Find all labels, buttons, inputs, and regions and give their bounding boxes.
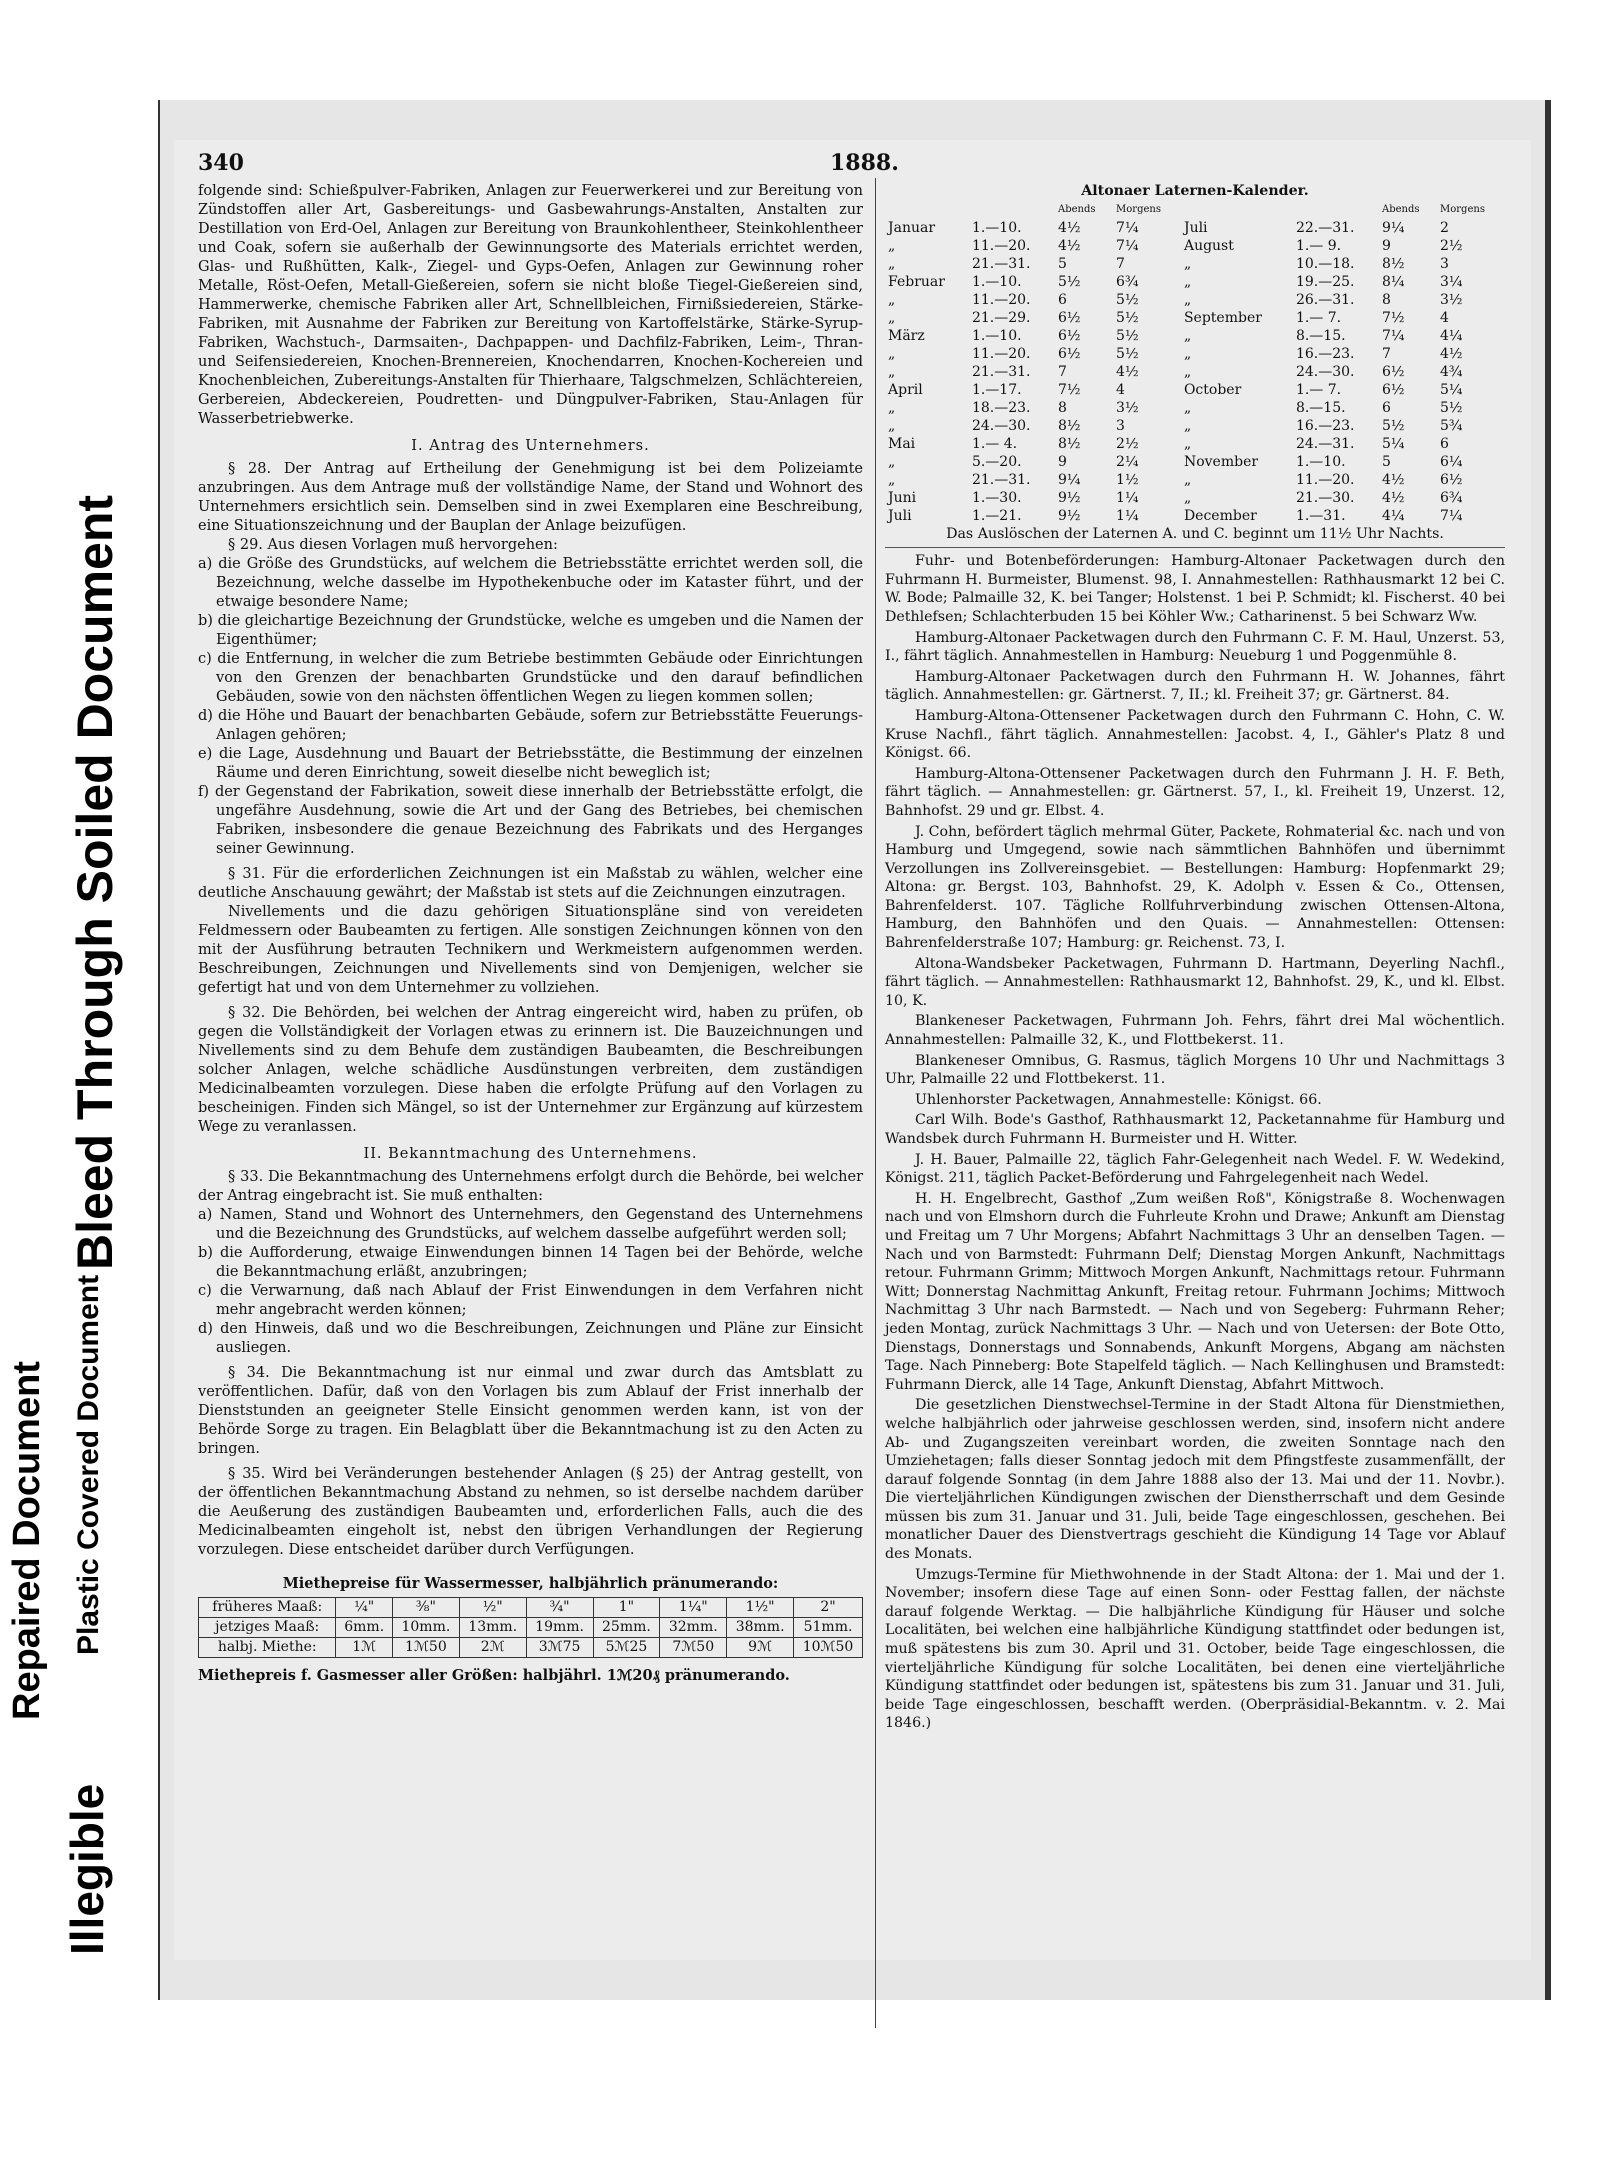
list-item: d) den Hinweis, daß und wo die Beschreibungen, Zeichnungen und Pläne zur Einsicht ausliegen. (198, 1321, 863, 1356)
calendar-cell: 4¼ (1440, 327, 1463, 344)
calendar-cell: 5½ (1440, 399, 1463, 416)
calendar-row (885, 471, 1505, 489)
meter-cell: ¾" (526, 1598, 593, 1618)
meter-cell: 51mm. (794, 1618, 863, 1638)
calendar-cell: „ (888, 291, 896, 308)
stamp-plastic: Plastic Covered Document (72, 1274, 105, 1655)
calendar-cell: „ (888, 453, 896, 470)
calendar-row (885, 237, 1505, 255)
calendar-cell: „ (1183, 417, 1192, 434)
paragraph-28: § 28. Der Antrag auf Ertheilung der Genehmigung ist bei dem Polizeiamte anzubringen. Aus dem Antrage muß der vollständige Name, der Stand und Wohnort des Unternehmers ersichtlich sein. Demselben sind in zwei Exemplaren eine Beschreibung, eine Situationszeichnung und der Bauplan der Anlage beizufügen. (198, 461, 863, 534)
meter-cell: ½" (459, 1598, 526, 1618)
calendar-cell: 18.—23. (971, 399, 1031, 416)
meter-cell: 25mm. (593, 1618, 660, 1638)
column-divider (875, 178, 876, 2028)
calendar-cell: 22.—31. (1295, 219, 1355, 236)
notice-paragraph: J. H. Bauer, Palmaille 22, täglich Fahr-Gelegenheit nach Wedel. F. W. Wedekind, Königst. 211, täglich Packet-Beförderung und Fahrgelegenheit nach Wedel. (885, 1151, 1505, 1187)
calendar-cell: 6½ (1058, 309, 1081, 326)
list-item: b) die Aufforderung, etwaige Einwendungen binnen 14 Tagen bei der Behörde, welche die Bekanntmachung erläßt, anzubringen; (198, 1245, 863, 1280)
calendar-cell: 21.—29. (971, 309, 1031, 326)
calendar-row (885, 435, 1505, 453)
calendar-cell: 3¼ (1440, 273, 1463, 290)
calendar-cell: 3 (1440, 255, 1449, 272)
stamp-bleed-through: Bleed Through Soiled Document (67, 494, 123, 1270)
calendar-row (885, 255, 1505, 273)
meter-cell: 1" (593, 1598, 660, 1618)
list-item: a) die Größe des Grundstücks, auf welchem die Betriebsstätte errichtet werden soll, die Bezeichnung, welche dasselbe im Hypothekenbuche oder im Kataster führt, und der etwaige besondere Name; (198, 556, 863, 610)
meter-row (199, 1598, 863, 1618)
intro-paragraph: folgende sind: Schießpulver-Fabriken, Anlagen zur Feuerwerkerei und zur Bereitung von Zündstoffen aller Art, Gasbereitungs- und Gasbewahrungs-Anstalten, Anstalten zur Destillation von Erd-Oel, Anlagen zur Bereitung von Braunkohlentheer, Steinkohlentheer und Coak, sofern sie außerhalb der Gewinnungsorte des Materials errichtet werden, Glas- und Rußhütten, Kalk-, Ziegel- und Gyps-Oefen, Anlagen zur Gewinnung roher Metalle, Röst-Oefen, Metall-Gießereien, sofern sie nicht bloße Tiegel-Gießereien sind, Hammerwerke, chemische Fabriken aller Art, Schnellbleichen, Firnißsiedereien, Stärke-Fabriken, mit Ausnahme der Fabriken zur Bereitung von Kartoffelstärke, Stärke-Syrup-Fabriken, Wachstuch-, Darmsaiten-, Dachpappen- und Dachfilz-Fabriken, Leim-, Thran- und Seifensiedereien, Knochen-Brennereien, Knochendarren, Knochen-Kochereien und Knochenbleichen, Zubereitungs-Anstalten für Thierhaare, Talgschmelzen, Schlächtereien, Gerbereien, Abdeckereien, Poudretten- und Düngpulver-Fabriken, Stau-Anlagen für Wasserbetriebwerke. (198, 183, 863, 427)
meter-price-table (198, 1597, 863, 1658)
calendar-cell: 1½ (1116, 471, 1139, 488)
calendar-cell: 5½ (1116, 345, 1139, 362)
calendar-cell: 7½ (1058, 381, 1081, 398)
stamp-illegible: Illegible (61, 1783, 113, 1955)
notice-paragraph: Altona-Wandsbeker Packetwagen, Fuhrmann D. Hartmann, Deyerling Nachfl., fährt täglich. — Annahmestellen: Rathhausmarkt 12, Bahnhofst. 29, K., und kl. Elbst. 10, K. (885, 955, 1505, 1009)
calendar-cell: 1.—30. (971, 489, 1022, 506)
meter-cell: 1½" (727, 1598, 794, 1618)
list-item: e) die Lage, Ausdehnung und Bauart der Betriebsstätte, die Bestimmung der einzelnen Räume und deren Einrichtung, soweit dieselbe nicht beweglich ist; (198, 746, 863, 781)
notice-paragraph: Blankeneser Omnibus, G. Rasmus, täglich Morgens 10 Uhr und Nachmittags 3 Uhr, Palmaille 22 und Flottbekerst. 11. (885, 1052, 1505, 1088)
calendar-cell: 11.—20. (971, 291, 1031, 308)
calendar-cell: 6 (1058, 291, 1067, 308)
calendar-cell: Mai (888, 435, 916, 452)
meter-cell: 6mm. (336, 1618, 393, 1638)
meter-cell: 2" (794, 1598, 863, 1618)
calendar-cell: Februar (888, 273, 945, 290)
calendar-cell: 9 (1058, 453, 1067, 470)
paragraph-31b: Nivellements und die dazu gehörigen Situationspläne sind von vereideten Feldmessern oder Baubeamten zu fertigen. Alle sonstigen Zeichnungen können von den mit der Ausführung betrauten Technikern und Werkmeistern aufgenommen werden. Beschreibungen, Zeichnungen und Nivellements sind von Demjenigen, welcher sie gefertigt hat und von dem Unternehmer zu vollziehen. (198, 904, 863, 996)
paragraph-34: § 34. Die Bekanntmachung ist nur einmal und zwar durch das Amtsblatt zu veröffentlichen. Dafür, daß von den Vorlagen bis zum Ablauf der Frist innerhalb der Dienststunden an geeigneter Stelle Einsicht genommen werden kann, ist von der Behörde Sorge zu tragen. Ein Belagblatt über die Bekanntmachung ist zu den Acten zu bringen. (198, 1365, 863, 1457)
calendar-cell: 8 (1058, 399, 1067, 416)
calendar-cell: 4½ (1440, 345, 1463, 362)
calendar-cell: „ (888, 363, 896, 380)
calendar-cell: 16.—23. (1295, 345, 1355, 362)
notice-paragraph: Die gesetzlichen Dienstwechsel-Termine in der Stadt Altona für Dienstmiethen, welche halbjährlich oder jahrweise geschlossen werden, sind, insofern nicht andere Ab- und Zugangszeiten vereinbart worden, die zweiten Sonntage nach den Umziehetagen; falls dieser Sonntag jedoch mit dem Pfingstfeste zusammenfällt, der darauf folgende Sonntag (in dem Jahre 1888 also der 13. Mai und der 11. Novbr.). Die vierteljährlichen Kündigungen zwischen der Dienstherrschaft und dem Gesinde müssen bis zum 31. Januar und 31. Juli, beide Tage eingeschlossen, geschehen. Bei monatlicher Dauer des Dienstvertrags geschieht die Kündigung 14 Tage vor Ablauf des Monats. (885, 1397, 1505, 1563)
stamp-repaired: Repaired Document (6, 1361, 48, 1720)
right-column (885, 182, 1505, 1733)
list-item: c) die Entfernung, in welcher die zum Betriebe bestimmten Gebäude oder Einrichtungen von den Grenzen der benachbarten Grundstücke und den darauf befindlichen Gebäuden, sowie von den nächsten öffentlichen Wegen zu liegen kommen sollen; (198, 651, 863, 705)
calendar-cell: 4½ (1058, 219, 1081, 236)
calendar-cell: 8.—15. (1295, 399, 1346, 416)
calendar-cell: 9½ (1058, 489, 1081, 506)
list-item: d) die Höhe und Bauart der benachbarten Gebäude, sofern zur Betriebsstätte Feuerungs-Anlagen gehören; (198, 708, 863, 743)
meter-cell: halbj. Miethe: (199, 1638, 336, 1658)
calendar-cell: August (1183, 237, 1234, 254)
calendar-cell: 21.—30. (1295, 489, 1355, 506)
calendar-cell: 11.—20. (971, 237, 1031, 254)
notice-paragraph: Uhlenhorster Packetwagen, Annahmestelle: Königst. 66. (915, 1091, 1322, 1108)
calendar-cell: März (888, 327, 925, 344)
list-item: a) Namen, Stand und Wohnort des Unternehmers, den Gegenstand des Unternehmens und die Bezeichnung des Grundstücks, auf welchem dasselbe aufgeführt werden soll; (198, 1207, 863, 1242)
calendar-cell: 16.—23. (1295, 417, 1355, 434)
meter-cell: 2ℳ (459, 1638, 526, 1658)
calendar-cell: „ (1183, 291, 1192, 308)
paragraph-33: § 33. Die Bekanntmachung des Unternehmens erfolgt durch die Behörde, bei welcher der Antrag eingebracht ist. Sie muß enthalten: (198, 1169, 863, 1204)
col-evening: Abends (1381, 203, 1420, 215)
calendar-row (885, 381, 1505, 399)
calendar-cell: 5 (1381, 453, 1391, 470)
calendar-cell: 6¾ (1440, 489, 1463, 506)
calendar-cell: September (1183, 309, 1262, 326)
calendar-cell: „ (1183, 273, 1192, 290)
calendar-cell: 4¾ (1440, 363, 1463, 380)
meter-cell: 38mm. (727, 1618, 794, 1638)
meter-row (199, 1638, 863, 1658)
calendar-cell: „ (888, 309, 896, 326)
meter-cell: 1¼" (660, 1598, 727, 1618)
section-heading-2: II. Bekanntmachung des Unternehmens. (363, 1146, 698, 1162)
calendar-cell: 21.—31. (971, 363, 1031, 380)
calendar-cell: 1.—10. (971, 327, 1022, 344)
calendar-cell: Januar (888, 219, 936, 236)
calendar-row (885, 489, 1505, 507)
calendar-cell: „ (888, 345, 896, 362)
meter-cell: 1ℳ50 (392, 1638, 459, 1658)
calendar-cell: 7 (1058, 363, 1067, 380)
page-number: 340 (198, 150, 244, 176)
calendar-cell: 9¼ (1381, 219, 1405, 236)
calendar-row (885, 507, 1505, 525)
calendar-cell: „ (1183, 435, 1192, 452)
calendar-cell: 3½ (1116, 399, 1139, 416)
calendar-cell: 24.—30. (1295, 363, 1355, 380)
calendar-cell: 1.—17. (971, 381, 1022, 398)
calendar-cell: 21.—31. (971, 255, 1031, 272)
calendar-row (885, 399, 1505, 417)
meter-cell: 19mm. (526, 1618, 593, 1638)
calendar-cell: 21.—31. (971, 471, 1031, 488)
calendar-cell: 5¼ (1440, 381, 1463, 398)
calendar-cell: 5¼ (1381, 435, 1405, 452)
meter-cell: ¼" (336, 1598, 393, 1618)
paragraph-32: § 32. Die Behörden, bei welchen der Antrag eingereicht wird, haben zu prüfen, ob gegen die Vollständigkeit der Vorlagen etwas zu erinnern ist. Die Bauzeichnungen und Nivellements sind zu dem Behufe dem zuständigen Baubeamten, die Beschreibungen solcher Anlagen, welche schädliche Ausdünstungen verbreiten, dem zuständigen Medicinalbeamten vorzulegen. Diese haben die erfolgte Prüfung auf den Vorlagen zu bescheinigen. Finden sich Mängel, so ist der Unternehmer zur Ergänzung auf kürzestem Wege zu veranlassen. (198, 1005, 863, 1135)
calendar-cell: 5½ (1058, 273, 1081, 290)
calendar-cell: 1.— 4. (971, 435, 1018, 452)
calendar-cell: 2¼ (1116, 453, 1139, 470)
meter-cell: 7ℳ50 (660, 1638, 727, 1658)
calendar-cell: 6¼ (1440, 453, 1463, 470)
notice-paragraph: Hamburg-Altonaer Packetwagen durch den Fuhrmann H. W. Johannes, fährt täglich. Annahmestellen: gr. Gärtnerst. 7, II.; kl. Freiheit 37; gr. Gärtnerst. 84. (885, 668, 1505, 704)
calendar-row (885, 345, 1505, 363)
calendar-cell: 7 (1381, 345, 1391, 362)
calendar-row (885, 363, 1505, 381)
calendar-cell: „ (1183, 345, 1192, 362)
page-year: 1888. (830, 150, 899, 176)
calendar-cell: 7¼ (1116, 237, 1139, 254)
calendar-cell: 4 (1440, 309, 1449, 326)
meter-cell: 5ℳ25 (593, 1638, 660, 1658)
notice-paragraph: Carl Wilh. Bode's Gasthof, Rathhausmarkt 12, Packetannahme für Hamburg und Wandsbek durch Fuhrmann H. Burmeister und H. Witter. (885, 1112, 1505, 1147)
calendar-cell: 1.— 7. (1295, 381, 1342, 398)
calendar-cell: „ (888, 255, 896, 272)
calendar-cell: 6 (1381, 399, 1391, 416)
right-paragraphs (885, 552, 1505, 1733)
calendar-title: Altonaer Laternen-Kalender. (1081, 183, 1309, 199)
calendar-cell: November (1183, 453, 1259, 470)
calendar-cell: 6½ (1381, 381, 1405, 398)
calendar-cell: „ (888, 237, 896, 254)
notice-paragraph: Fuhr- und Botenbeförderungen: Hamburg-Altonaer Packetwagen durch den Fuhrmann H. Burmeister, Blumenst. 98, I. Annahmestellen: Rathhausmarkt 12 bei C. W. Bode; Palmaille 32, K. bei Tanger; Holstenst. 1 bei P. Schmidt; kl. Fischerst. 40 bei Dethlefsen; Schlachterbuden 15 bei Köhler Ww.; Catharinenst. 5 bei Schwarz Ww. (885, 553, 1505, 625)
calendar-cell: 4 (1116, 381, 1125, 398)
calendar-cell: 5½ (1381, 417, 1405, 434)
calendar-cell: 8¼ (1381, 273, 1405, 290)
calendar-cell: Juli (1183, 219, 1208, 236)
notice-paragraph: Hamburg-Altona-Ottensener Packetwagen durch den Fuhrmann J. H. F. Beth, fährt täglich. — Annahmestellen: gr. Gärtnerst. 57, I., kl. Freiheit 19, Unzerst. 12, Bahnhofst. 29 und gr. Elbst. 4. (885, 765, 1505, 819)
col-morning: Morgens (1116, 203, 1161, 215)
calendar-cell: 24.—31. (1295, 435, 1355, 452)
calendar-cell: 7¼ (1440, 507, 1463, 524)
calendar-cell: 8½ (1058, 417, 1081, 434)
paragraph-35: § 35. Wird bei Veränderungen bestehender Anlagen (§ 25) der Antrag gestellt, von der öffentlichen Bekanntmachung Abstand zu nehmen, so ist derselbe nachdem darüber die Aeußerung des zuständigen Baubeamten und, erforderlichen Falls, auch die des Medicinalbeamten eingeholt ist, nebst den übrigen Verhandlungen der Regierung vorzulegen. Diese entscheidet darüber durch Verfügungen. (198, 1466, 863, 1558)
calendar-note: Das Auslöschen der Laternen A. und C. beginnt um 11½ Uhr Nachts. (946, 525, 1444, 542)
calendar-cell: 6½ (1381, 363, 1405, 380)
meter-cell: 13mm. (459, 1618, 526, 1638)
col-morning: Morgens (1440, 203, 1485, 215)
meter-cell: jetziges Maaß: (199, 1618, 336, 1638)
calendar-cell: 4¼ (1381, 507, 1405, 524)
meter-cell: 3ℳ75 (526, 1638, 593, 1658)
calendar-row (885, 273, 1505, 291)
list-item: c) die Verwarnung, daß nach Ablauf der Frist Einwendungen in dem Verfahren nicht mehr angebracht werden können; (198, 1283, 863, 1318)
calendar-cell: „ (888, 399, 896, 416)
calendar-cell: 8 (1381, 291, 1391, 308)
meter-title: Miethepreise für Wassermesser, halbjährlich pränumerando: (282, 1575, 779, 1592)
meter-row (199, 1618, 863, 1638)
calendar-cell: 7 (1116, 255, 1125, 272)
calendar-row (885, 327, 1505, 345)
calendar-cell: 1.—10. (1295, 453, 1346, 470)
notice-paragraph: Umzugs-Termine für Miethwohnende in der Stadt Altona: der 1. Mai und der 1. November; insofern diese Tage auf einen Sonn- oder Festtag fallen, der nächste darauf folgende Werktag. — Die halbjährliche Kündigung für Häuser und solche Localitäten, bei welchen eine halbjährliche Kündigung stattfindet oder bedungen ist, muß spätestens bis zum 30. April und 31. October, beide Tage eingeschlossen, die vierteljährliche Kündigung für solche Localitäten, bei denen eine vierteljährliche Kündigung stattfindet oder bedungen ist, spätestens bis zum 31. Januar und 31. Juli, beide Tage eingeschlossen, beschafft werden. (Oberpräsidial-Bekanntm. v. 2. Mai 1846.) (885, 1566, 1505, 1732)
calendar-cell: „ (1183, 471, 1192, 488)
calendar-cell: 2½ (1116, 435, 1139, 452)
calendar-cell: 11.—20. (971, 345, 1031, 362)
calendar-cell: 1.—10. (971, 219, 1022, 236)
calendar-cell: 1.—21. (971, 507, 1022, 524)
calendar-cell: Juli (888, 507, 912, 524)
calendar-cell: October (1183, 381, 1242, 398)
calendar-cell: 24.—30. (971, 417, 1031, 434)
list-item: f) der Gegenstand der Fabrikation, soweit diese innerhalb der Betriebsstätte erfolgt, die ungefähre Ausdehnung, sowie die Art und der Gang des Betriebes, bei chemischen Fabriken, insbesondere die genaue Bezeichnung des Fabrikats und des Herganges seiner Gewinnung. (198, 784, 863, 857)
gas-meter-price: Miethepreis f. Gasmesser aller Größen: halbjährl. 1ℳ20₰ pränumerando. (198, 1667, 790, 1684)
calendar-row (885, 291, 1505, 309)
notice-paragraph: Hamburg-Altona-Ottensener Packetwagen durch den Fuhrmann C. Hohn, C. W. Kruse Nachfl., fährt täglich. Annahmestellen: Jacobst. 4, I., Gähler's Platz 8 und Königst. 66. (885, 707, 1505, 762)
calendar-cell: 1.—31. (1295, 507, 1346, 524)
calendar-cell: 10.—18. (1295, 255, 1355, 272)
document-stamps (0, 0, 150, 2177)
calendar-cell: 2½ (1440, 237, 1463, 254)
calendar-row (885, 219, 1505, 237)
calendar-cell: 5½ (1116, 291, 1139, 308)
calendar-cell: 8.—15. (1295, 327, 1346, 344)
calendar-cell: 1.— 9. (1295, 237, 1342, 254)
calendar-row (885, 417, 1505, 435)
notice-paragraph: J. Cohn, befördert täglich mehrmal Güter, Packete, Rohmaterial &c. nach und von Hamburg und Umgegend, sowie nach sämmtlichen Bahnhöfen und übernimmt Verzollungen ins Zollvereinsgebiet. — Bestellungen: Hamburg: Hopfenmarkt 29; Altona: gr. Bergst. 103, Bahnhofst. 29, K. Adolph v. Essen & Co., Ottensen, Bahrenfelderst. 107. Tägliche Rollfuhrverbindung zwischen Ottensen-Altona, Hamburg, den Bahnhöfen und den Quais. — Annahmestellen: Ottensen: Bahrenfelderstraße 107; Hamburg: gr. Reichenst. 73, I. (885, 823, 1505, 952)
col-evening: Abends (1058, 203, 1096, 215)
calendar-cell: 2 (1440, 219, 1449, 236)
calendar-cell: 6 (1440, 435, 1449, 452)
calendar-cell: 8½ (1058, 435, 1081, 452)
lantern-calendar-table (885, 201, 1505, 525)
calendar-cell: 1¼ (1116, 507, 1139, 524)
paragraph-29: § 29. Aus diesen Vorlagen muß hervorgehen: (228, 537, 558, 553)
calendar-cell: „ (1183, 363, 1192, 380)
calendar-cell: Juni (888, 489, 917, 506)
calendar-cell: „ (888, 471, 896, 488)
calendar-cell: „ (1183, 489, 1192, 506)
calendar-row (885, 309, 1505, 327)
calendar-cell: „ (1183, 327, 1192, 344)
notice-paragraph: Hamburg-Altonaer Packetwagen durch den Fuhrmann C. F. M. Haul, Unzerst. 53, I., fährt täglich. Annahmestellen in Hamburg: Neueburg 1 und Poggenmühle 8. (885, 629, 1505, 665)
meter-cell: früheres Maaß: (199, 1598, 336, 1618)
meter-cell: 10mm. (392, 1618, 459, 1638)
notice-paragraph: H. H. Engelbrecht, Gasthof „Zum weißen Roß", Königstraße 8. Wochenwagen nach und von Elmshorn durch die Fuhrleute Krohn und Drawe; Ankunft am Dienstag und Freitag um 7 Uhr Morgens; Abfahrt Nachmittags 3 Uhr an denselben Tagen. — Nach und von Barmstedt: Fuhrmann Delf; Dienstag Morgen Ankunft, Nachmittags retour. Fuhrmann Grimm; Mittwoch Morgen Ankunft, Nachmittags retour. Fuhrmann Witt; Donnerstag Nachmittag Ankunft, Freitag retour. Fuhrmann Jochims; Mittwoch Nachmittag 3 Uhr nach Barmstedt. — Nach und von Segeberg: Fuhrmann Reher; jeden Montag, zurück Nachmittags 3 Uhr. — Nach und von Uetersen: der Bote Otto, Dienstags, Donnerstags und Sonnabends, Ankunft Morgens, Abgang am nächsten Tage. Nach Pinneberg: Bote Stapelfeld täglich. — Nach Kellinghusen und Bramstedt: Fuhrmann Dierck, alle 14 Tage, Ankunft Dienstag, Abfahrt Mittwoch. (885, 1190, 1505, 1393)
calendar-cell: 11.—20. (1295, 471, 1355, 488)
section-heading-1: I. Antrag des Unternehmers. (411, 438, 650, 454)
meter-cell: ⅜" (392, 1598, 459, 1618)
calendar-cell: 9½ (1058, 507, 1081, 524)
calendar-cell: 5 (1058, 255, 1067, 272)
paragraph-31: § 31. Für die erforderlichen Zeichnungen ist ein Maßstab zu wählen, welcher eine deutliche Anschauung gewährt; der Maßstab ist stets auf die Zeichnungen einzutragen. (198, 866, 863, 901)
calendar-cell: 8½ (1381, 255, 1405, 272)
calendar-cell: 5½ (1116, 327, 1139, 344)
calendar-cell: 6½ (1440, 471, 1463, 488)
meter-cell: 9ℳ (727, 1638, 794, 1658)
calendar-cell: 4½ (1381, 489, 1405, 506)
calendar-cell: 5.—20. (971, 453, 1022, 470)
calendar-cell: „ (1183, 399, 1192, 416)
calendar-cell: 7¼ (1116, 219, 1139, 236)
calendar-cell: December (1183, 507, 1257, 524)
calendar-cell: 5½ (1116, 309, 1139, 326)
notice-paragraph: Blankeneser Packetwagen, Fuhrmann Joh. Fehrs, fährt drei Mal wöchentlich. Annahmestellen: Palmaille 32, K., und Flottbekerst. 11. (885, 1013, 1505, 1049)
scanned-page (158, 100, 1551, 2000)
calendar-cell: 3 (1116, 417, 1125, 434)
left-column (198, 182, 863, 1685)
meter-cell: 1ℳ (336, 1638, 393, 1658)
calendar-cell: 9 (1381, 237, 1391, 254)
list-item: b) die gleichartige Bezeichnung der Grundstücke, welche es umgeben und die Namen der Eigenthümer; (198, 613, 863, 648)
calendar-cell: „ (888, 417, 896, 434)
calendar-cell: 3½ (1440, 291, 1463, 308)
calendar-cell: 4½ (1381, 471, 1405, 488)
calendar-cell: 19.—25. (1295, 273, 1355, 290)
calendar-cell: 1.—10. (971, 273, 1022, 290)
calendar-row (885, 453, 1505, 471)
calendar-cell: 4½ (1058, 237, 1081, 254)
calendar-cell: 4½ (1116, 363, 1139, 380)
calendar-cell: April (888, 381, 923, 398)
meter-cell: 10ℳ50 (794, 1638, 863, 1658)
calendar-cell: „ (1183, 255, 1192, 272)
calendar-cell: 6¾ (1116, 273, 1139, 290)
calendar-cell: 1.— 7. (1295, 309, 1342, 326)
calendar-cell: 6½ (1058, 327, 1081, 344)
calendar-cell: 5¾ (1440, 417, 1463, 434)
calendar-cell: 7½ (1381, 309, 1405, 326)
calendar-cell: 6½ (1058, 345, 1081, 362)
calendar-cell: 9¼ (1058, 471, 1081, 488)
calendar-cell: 26.—31. (1295, 291, 1355, 308)
meter-cell: 32mm. (660, 1618, 727, 1638)
calendar-cell: 1¼ (1116, 489, 1139, 506)
calendar-cell: 7¼ (1381, 327, 1405, 344)
